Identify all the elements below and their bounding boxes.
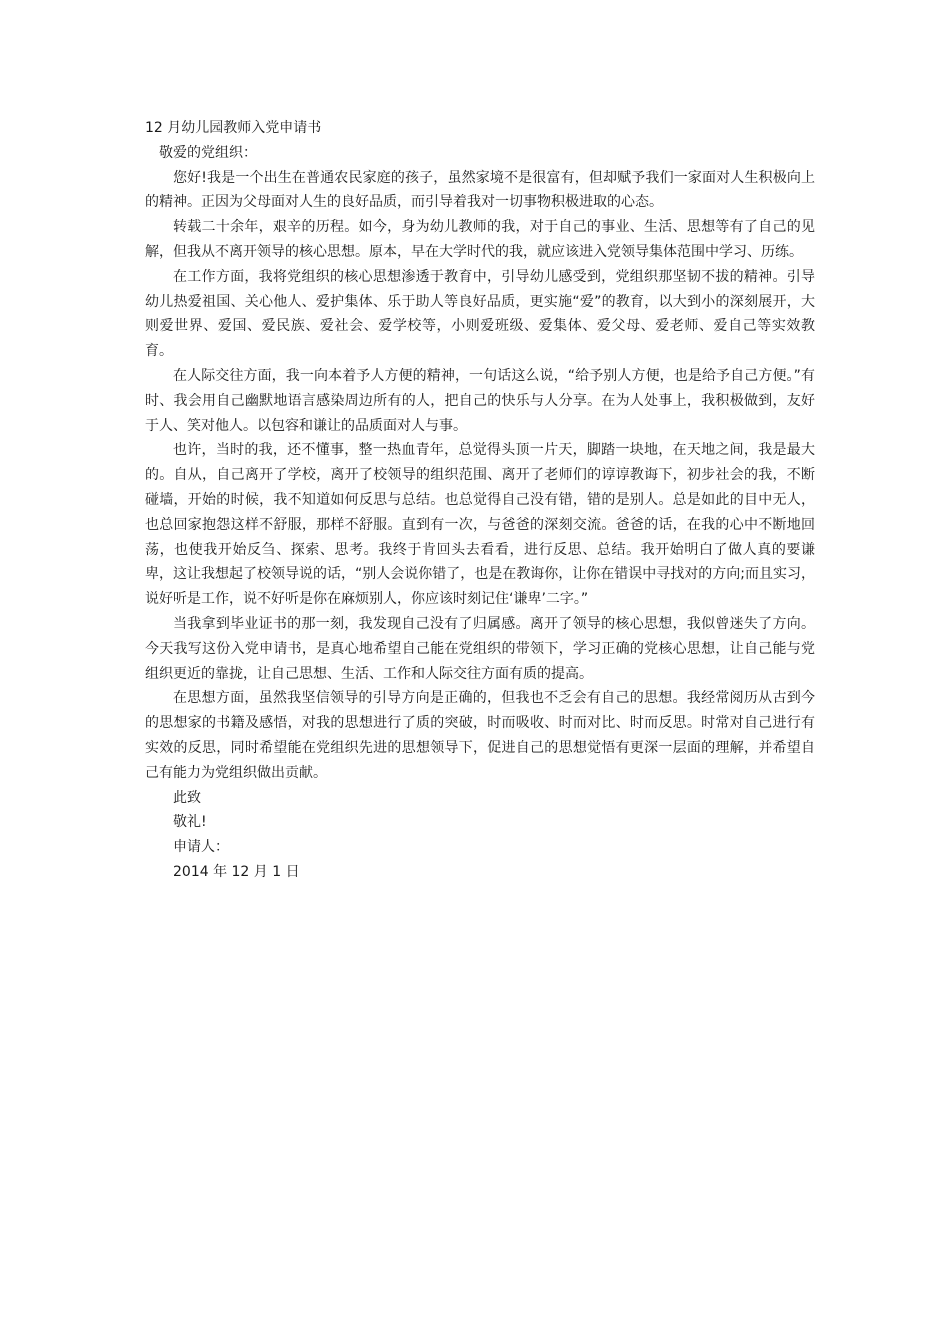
applicant-label: 申请人： — [173, 839, 229, 856]
body-paragraph-5: 也许，当时的我，还不懂事，整一热血青年，总觉得头顶一片天，脚踏一块地，在天地之间，我是最大的。自从，自己离开了学校，离开了校领导的组织范围、离开了老师们的谆谆教诲下，初步社会的我，不断碰墙，开始的时候，我不知道如何反思与总结。也总觉得自己没有错，错的是别人。总是如此的目中无人，也总回家抱怨这样不舒服，那样不舒服。直到有一次，与爸爸的深刻交流。爸爸的话，在我的心中不断地回荡，也使我开始反刍、探索、思考。我终于肯回头去看看，进行反思、总结。我开始明白了做人真的要谦卑，这让我想起了校领导说的话，“别人会说你错了，也是在教诲你，让你在错误中寻找对的方向;而且实习，说好听是工作，说不好听是你在麻烦别人，你应该时刻记住‘谦卑’二字。” — [145, 442, 815, 608]
body-paragraph-4: 在人际交往方面，我一向本着予人方便的精神，一句话这么说，“给予别人方便，也是给予自己方便。”有时、我会用自己幽默地语言感染周边所有的人，把自己的快乐与人分享。在为人处事上，我积极做到，友好于人、笑对他人。以包容和谦让的品质面对人与事。 — [145, 367, 815, 434]
closing-phrase: 此致 — [173, 789, 201, 806]
body-paragraph-2: 转载二十余年，艰辛的历程。如今，身为幼儿教师的我，对于自己的事业、生活、思想等有了自己的见解，但我从不离开领导的核心思想。原本，早在大学时代的我，就应该进入党领导集体范围中学习、历练。 — [145, 219, 815, 260]
salutation: 敬爱的党组织： — [159, 144, 257, 161]
body-paragraph-3: 在工作方面，我将党组织的核心思想渗透于教育中，引导幼儿感受到，党组织那坚韧不拔的精神。引导幼儿热爱祖国、关心他人、爱护集体、乐于助人等良好品质，更实施“爱”的教育，以大到小的深刻展开，大则爱世界、爱国、爱民族、爱社会、爱学校等，小则爱班级、爱集体、爱父母、爱老师、爱自己等实效教育。 — [145, 268, 815, 360]
document-title: 12 月幼儿园教师入党申请书 — [145, 120, 322, 136]
document-date: 2014 年 12 月 1 日 — [173, 863, 300, 880]
document-page — [145, 116, 815, 885]
body-paragraph-7: 在思想方面，虽然我坚信领导的引导方向是正确的，但我也不乏会有自己的思想。我经常阅历从古到今的思想家的书籍及感悟，对我的思想进行了质的突破，时而吸收、时而对比、时而反思。时常对自己进行有实效的反思，同时希望能在党组织先进的思想领导下，促进自己的思想觉悟有更深一层面的理解，并希望自己有能力为党组织做出贡献。 — [145, 690, 815, 781]
body-paragraph-6: 当我拿到毕业证书的那一刻，我发现自己没有了归属感。离开了领导的核心思想，我似曾迷失了方向。今天我写这份入党申请书，是真心地希望自己能在党组织的带领下，学习正确的党核心思想，让自己能与党组织更近的靠拢，让自己思想、生活、工作和人际交往方面有质的提高。 — [145, 615, 815, 682]
body-paragraph-1: 您好!我是一个出生在普通农民家庭的孩子，虽然家境不是很富有，但却赋予我们一家面对人生积极向上的精神。正因为父母面对人生的良好品质，而引导着我对一切事物积极进取的心态。 — [145, 169, 815, 211]
closing-salute: 敬礼! — [173, 814, 207, 831]
